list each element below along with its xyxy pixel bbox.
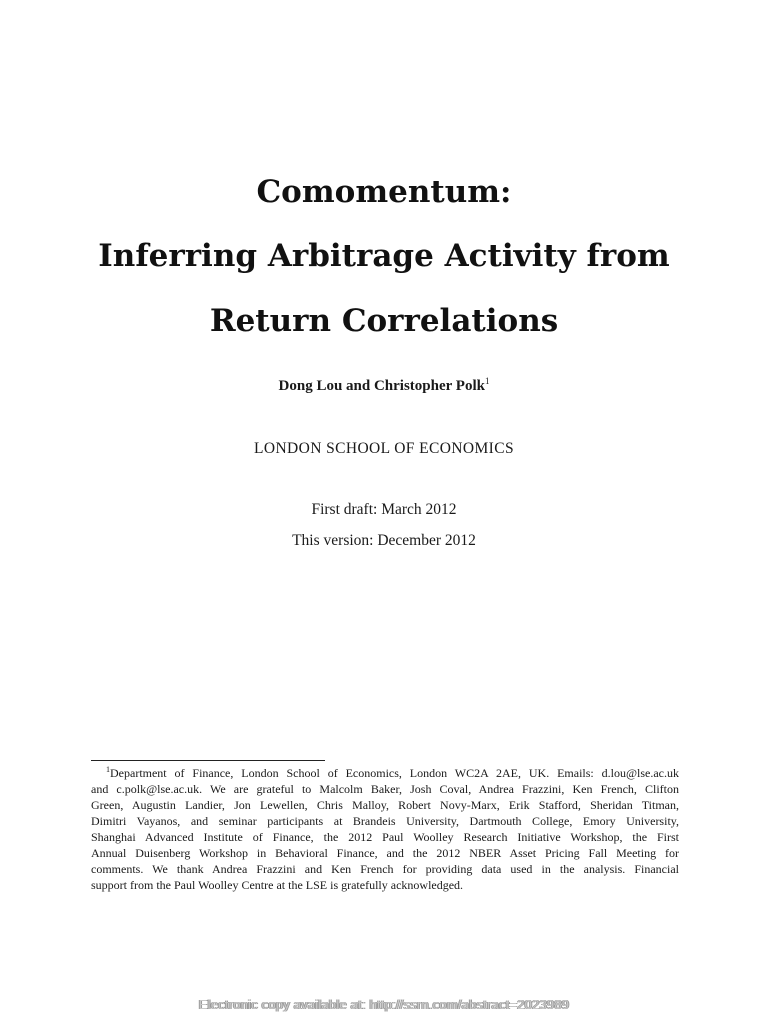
footnote-line [91, 765, 679, 781]
footnote-line: Green, Augustin Landier, Jon Lewellen, Chris Malloy, Robert Novy-Marx, Erik Stafford, Sheridan Titman, [91, 798, 679, 812]
paper-title-line-3: Return Correlations [209, 303, 559, 339]
footnote-line: support from the Paul Woolley Centre at the LSE is gratefully acknowledged. [91, 878, 464, 892]
author-names: Dong Lou and Christopher Polk [278, 378, 485, 394]
paper-title-line-2: Inferring Arbitrage Activity from [98, 238, 670, 274]
authors [0, 378, 768, 395]
footnote-line: comments. We thank Andrea Frazzini and Ken French for providing data used in the analysis. Financial [91, 862, 679, 876]
affiliation: LONDON SCHOOL OF ECONOMICS [254, 440, 514, 457]
ssrn-watermark: Electronic copy available at: http://ssrn.com/abstract=2023989 [198, 997, 570, 1012]
footnote-mark: 1 [106, 765, 110, 774]
footnote-line-text: Department of Finance, London School of Economics, London WC2A 2AE, UK. Emails: d.lou@lse.ac.uk [110, 766, 679, 780]
footnote-line: Dimitri Vayanos, and seminar participants at Brandeis University, Dartmouth College, Emory University, [91, 814, 679, 828]
footnote [91, 765, 679, 893]
footnote-rule [91, 760, 325, 761]
this-version-date: This version: December 2012 [292, 532, 476, 549]
first-draft-date: First draft: March 2012 [311, 501, 457, 518]
footnote-line: and c.polk@lse.ac.uk. We are grateful to Malcolm Baker, Josh Coval, Andrea Frazzini, Ken French, Clifton [91, 782, 679, 796]
footnote-line: Annual Duisenberg Workshop in Behavioral Finance, and the 2012 NBER Asset Pricing Fall Meeting for [91, 846, 679, 860]
footnote-line: Shanghai Advanced Institute of Finance, the 2012 Paul Woolley Research Initiative Workshop, the First [91, 830, 679, 844]
paper-title-line-1: Comomentum: [256, 174, 512, 210]
author-footnote-mark: 1 [484, 376, 490, 386]
